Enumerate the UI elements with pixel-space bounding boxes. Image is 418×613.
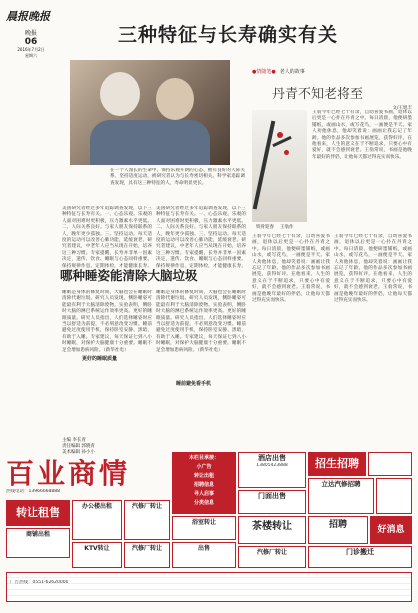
ad-office-title: 办公楼出租 (81, 503, 112, 510)
ad-tea-title: 茶楼转让 (252, 521, 292, 532)
ad-bathhouse (172, 516, 236, 540)
ad-stand-title: 立达汽修招聘 (321, 480, 361, 488)
elderly-couple-photo (70, 60, 230, 165)
headline-sleep: 哪种睡姿能清除大脑垃圾 (60, 268, 198, 283)
essay-column (252, 68, 412, 111)
essay-title: 丹青不知老将至 (272, 87, 364, 102)
twig-stroke (272, 136, 291, 147)
service-item: 分类信息 (193, 500, 214, 506)
ad-recruit (308, 452, 366, 476)
essay-body-col1: 王翁今年已经七十有余，自幼喜爱书画，退休以后更是一心扑在丹青之中。每日清晨，他便研墨铺纸，或画山水，或写花鸟，一画便是半天。家人劝他休息，他却笑着说：画画让我忘记了年龄。他的作品多次参加书画展览，获得好评。在他看来，人生的意义在于不断追求，只要心中有爱好，就不会感到衰老。王翁常说，书画是他晚年最好的伴侣，让他每天都过得充实而快乐。 (252, 234, 330, 304)
ads-services-box (172, 452, 236, 514)
service-item: 招聘信息 (193, 482, 214, 488)
article2-subhead-1: 更好的睡眠质量 (82, 356, 118, 362)
masthead (6, 8, 56, 59)
ad-car3 (238, 546, 306, 568)
ad-transfer: 转让租售 (6, 500, 70, 526)
weekday: 星期六 (25, 53, 37, 58)
page-number: 06 (24, 37, 38, 47)
ad-tea (238, 516, 306, 544)
ad-car (124, 500, 170, 540)
newspaper-logo: 晨报晚报 (6, 10, 50, 23)
ad-car2 (124, 542, 170, 568)
article2-body-col2: 睡眠是身体的修复时间，大脑也会在睡眠时清除代谢垃圾。研究人员发现，侧卧睡姿可能最有利于大脑清除废物。实验表明，侧卧时大脑的淋巴系统运作效率更高。更好的睡眠质量。研究人员指出，人们选择睡姿时应当以舒适为前提，不必刻意改变习惯。睡前避免过度使用手机，保持卧室安静、黑暗，有助于入睡。专家建议，每天保证七到八小时睡眠，对保护大脑健康十分重要。睡眠不足会增加患病风险。（新华社电） (156, 290, 246, 353)
ad-car-title: 汽修厂转让 (131, 503, 162, 510)
essay-author: 文/王旭丰 (392, 106, 412, 111)
essay-body-col2: 王翁今年已经七十有余，自幼喜爱书画，退休以后更是一心扑在丹青之中。每日清晨，他便研墨铺纸，或画山水，或写花鸟，一画便是半天。家人劝他休息，他却笑着说：画画让我忘记了年龄。他的作品多次参加书画展览，获得好评。在他看来，人生的意义在于不断追求，只要心中有爱好，就不会感到衰老。王翁常说，书画是他晚年最好的伴侣，让他每天都过得充实而快乐。 (334, 234, 412, 304)
article1-body-col1: 美国研究者经过多年追踪调查发现，以下三种特征与长寿有关。一、心态乐观。乐观的人面对困难时更积极，压力激素水平更低。二、人际关系良好。与家人朋友保持联系的人，晚年更少孤独。三、坚持运动。每天适度的运动可以改善心肺功能，延缓衰老。研究者建议，中老年人应当从现在开始，培养这三种习惯。专家提醒，长寿并非单一因素决定，遗传、饮食、睡眠与心态同样重要。保持规律作息，定期体检，才能健康长寿。 (62, 206, 152, 268)
ad-hotel (238, 452, 306, 488)
column-label: ●情随笔● (252, 69, 276, 75)
service-item: 寻人启事 (193, 491, 214, 497)
ad-ktv-title: KTV转让 (84, 545, 110, 552)
ad-car3-title: 汽修厂转让 (256, 549, 287, 556)
article1-body-col2: 美国研究者经过多年追踪调查发现，以下三种特征与长寿有关。一、心态乐观。乐观的人面对困难时更积极，压力激素水平更低。二、人际关系良好。与家人朋友保持联系的人，晚年更少孤独。三、坚持运动。每天适度的运动可以改善心肺功能，延缓衰老。研究者建议，中老年人应当从现在开始，培养这三种习惯。专家提醒，长寿并非单一因素决定，遗传、饮食、睡眠与心态同样重要。保持规律作息，定期体检，才能健康长寿。 (156, 206, 246, 268)
ad-filler-row (6, 572, 412, 602)
ad-hotel-tel: 13805423888 (256, 463, 288, 468)
caption-author: 王翁作 (280, 225, 294, 230)
caption-title: 铁骨迎春 (256, 225, 274, 230)
painting-caption (256, 224, 294, 230)
credit-editor: 责任编辑 郭晓青 (62, 444, 95, 449)
ad-ktv (72, 542, 122, 568)
man-head-shape (100, 72, 140, 116)
ad-good-news: 好消息 (370, 516, 412, 544)
ad-car2-title: 汽修厂转让 (131, 545, 162, 552)
ad-door-title: 门诊搬迁 (346, 548, 374, 556)
column-label-row (252, 68, 412, 75)
issue-date: 2016年7月2日 (17, 47, 45, 52)
painting-image (252, 110, 307, 222)
article2-subhead-2: 睡前避免看手机 (176, 381, 212, 387)
section-label: 晚报 (24, 30, 37, 37)
ad-restaurant-title: 门面出售 (258, 492, 286, 500)
branch-stroke (253, 121, 276, 210)
ad-sale (172, 542, 236, 568)
ad-recruit2-title: 招聘 (328, 520, 347, 530)
credit-art: 美术编辑 孙小小 (62, 450, 95, 455)
ad-stand (308, 478, 374, 514)
ad-footer-tel: 广告热线：0551-62620000 (10, 580, 69, 585)
ad-sale-title: 出售 (197, 545, 210, 552)
ad-side (376, 478, 412, 514)
service-item: 转让出租 (193, 473, 214, 479)
ad-office (72, 500, 122, 540)
blossom-shape (277, 132, 283, 138)
ad-restaurant (238, 490, 306, 514)
ad-recruit2 (308, 516, 368, 544)
column-tag: 老人的故事 (279, 69, 305, 75)
ad-shop (6, 528, 70, 558)
article2-body-col1: 睡眠是身体的修复时间，大脑也会在睡眠时清除代谢垃圾。研究人员发现，侧卧睡姿可能最有利于大脑清除废物。实验表明，侧卧时大脑的淋巴系统运作效率更高。更好的睡眠质量。研究人员指出，人们选择睡姿时应当以舒适为前提，不必刻意改变习惯。睡前避免过度使用手机，保持卧室安静、黑暗，有助于入睡。专家建议，每天保证七到八小时睡眠，对保护大脑健康十分重要。睡眠不足会增加患病风险。（新华社电） (62, 290, 152, 353)
classified-ads (6, 452, 412, 607)
ad-door (308, 546, 412, 568)
ad-shop-title: 商铺出租 (25, 531, 50, 538)
woman-head-shape (156, 78, 194, 120)
service-item: 小广告 (196, 464, 212, 470)
credit-editor-chief: 主编 李长青 (62, 438, 86, 443)
headline-longevity: 三种特征与长寿确实有关 (118, 24, 339, 46)
ad-door-top (368, 452, 412, 476)
ads-big-title: 百业商情 (6, 457, 131, 490)
ads-hotline: 热线电话：13966668888 (6, 489, 60, 494)
ad-hotel-title: 酒店出售 (258, 454, 286, 462)
blossom-shape-2 (284, 150, 289, 155)
essay-body-upper: 王翁今年已经七十有余，自幼喜爱书画，退休以后更是一心扑在丹青之中。每日清晨，他便研墨铺纸，或画山水，或写花鸟，一画便是半天。家人劝他休息，他却笑着说：画画让我忘记了年龄。他的作品多次参加书画展览，获得好评。在他看来，人生的意义在于不断追求，只要心中有爱好，就不会感到衰老。王翁常说，书画是他晚年最好的伴侣，让他每天都过得充实而快乐。 (312, 110, 412, 160)
ad-recruit-title: 招生招聘 (315, 457, 359, 470)
service-item: 本栏目承接： (188, 455, 219, 461)
ad-bathhouse-title: 浴室转让 (191, 519, 216, 526)
bodies-shape (90, 120, 210, 165)
article1-lead: 在一个人漫长的生命中，保持乐观开朗的心态、拥有良好的人际关系、坚持适度运动，被研究者认为与长寿密切相关。科学家追踪调查发现，具有这三种特征的人，寿命明显更长。 (110, 168, 245, 186)
